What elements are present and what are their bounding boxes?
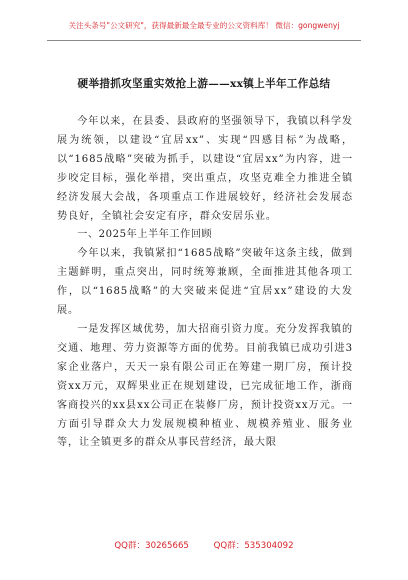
section-paragraph-2: 一是发挥区域优势，加大招商引资力度。充分发挥我镇的交通、地理、劳力资源等方面的优势。目前我镇已成功引进3家企业落户，天天一泉有限公司正在筹建一期厂房，预计投资xx万元，双辉果业正在规划建设，已完成征地工作，浙商客商投兴的xx县xx公司正在装修厂房，预计投资xx万元。一方面引导群众大力发展规模种植业、规模养殖业、服务业等，让全镇更多的群众从事民营经济，最大限 [57, 323, 353, 449]
footer-qq-group-2: QQ群：535304092 [213, 541, 294, 551]
header-divider [47, 40, 361, 41]
footer-qq-group-1: QQ群：30265665 [114, 541, 189, 551]
header-banner: 关注头条号"公文研究"，获得最新最全最专业的公文资料库！ 微信：gongwenyj [68, 21, 340, 30]
footer-contact [0, 539, 408, 551]
section-paragraph-1: 今年以来，我镇紧扣“1685战略”突破年这条主线，做到主题鲜明，重点突出，同时统筹兼顾，全面推进其他各项工作，以“1685战略”的大突破来促进“宜居xx”建设的大发展。 [57, 248, 353, 317]
section-heading: 一、2025年上半年工作回顾 [77, 229, 213, 241]
document-body [57, 113, 353, 453]
document-title: 硬举措抓攻坚重实效抢上游——xx镇上半年工作总结 [77, 78, 331, 90]
intro-paragraph: 今年以来，在县委、县政府的坚强领导下，我镇以科学发展为统领，以建设“宜居xx”、实现“四感目标”为战略，以“1685战略”突破为抓手，以建设“宜居xx”为内容，进一步咬定目标，强化举措，突出重点，攻坚克难全力推进全镇经济发展大会战，各项重点工作进展较好，经济社会发展态势良好，全镇社会安定有序，群众安居乐业。 [57, 116, 353, 222]
